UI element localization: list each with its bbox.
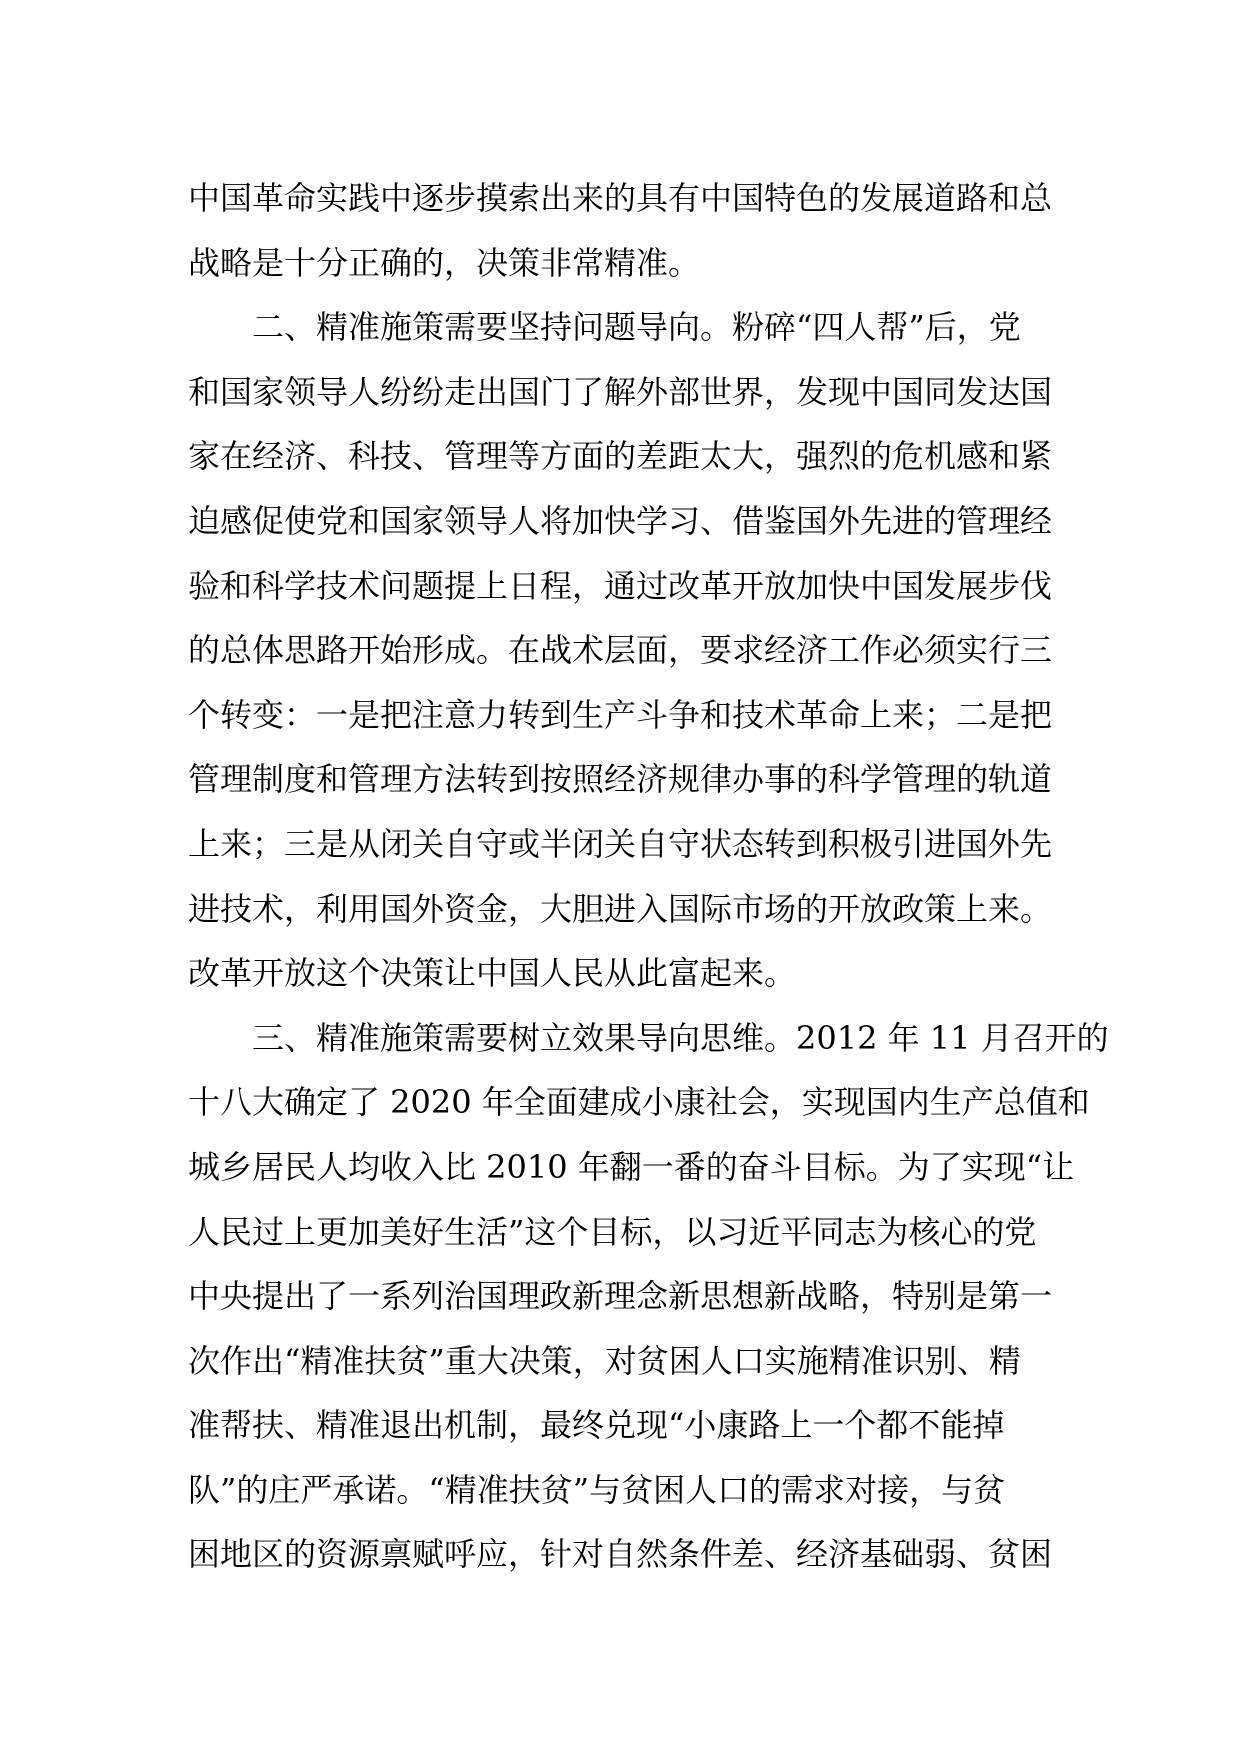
- text-line: 验和科学技术问题提上日程，通过改革开放加快中国发展步伐: [188, 566, 1053, 605]
- text-line: 准帮扶、精准退出机制，最终兑现“小康路上一个都不能掉: [188, 1406, 1005, 1445]
- text-line: 和国家领导人纷纷走出国门了解外部世界，发现中国同发达国: [188, 372, 1053, 411]
- text-line: 个转变：一是把注意力转到生产斗争和技术革命上来；二是把: [188, 695, 1053, 734]
- text-line: 中国革命实践中逐步摸索出来的具有中国特色的发展道路和总: [188, 179, 1053, 217]
- text-line: 改革开放这个决策让中国人民从此富起来。: [188, 954, 797, 993]
- text-line: 困地区的资源禀赋呼应，针对自然条件差、经济基础弱、贫困: [188, 1535, 1053, 1574]
- paragraph: [188, 295, 1052, 1006]
- document-page: [188, 166, 1109, 1587]
- text-line: 进技术，利用国外资金，大胆进入国际市场的开放政策上来。: [188, 889, 1053, 928]
- text-line: 家在经济、科技、管理等方面的差距太大，强烈的危机感和紧: [188, 437, 1053, 476]
- text-line: 城乡居民人均收入比 2010 年翻一番的奋斗目标。为了实现“让: [188, 1147, 1075, 1186]
- text-line: 迫感促使党和国家领导人将加快学习、借鉴国外先进的管理经: [188, 501, 1053, 540]
- text-line: 上来；三是从闭关自守或半闭关自守状态转到积极引进国外先: [188, 824, 1053, 863]
- text-line: 三、精准施策需要树立效果导向思维。2012 年 11 月召开的: [252, 1018, 1109, 1057]
- text-line: 十八大确定了 2020 年全面建成小康社会，实现国内生产总值和: [188, 1083, 1090, 1122]
- text-line: 的总体思路开始形成。在战术层面，要求经济工作必须实行三: [188, 631, 1053, 670]
- text-line: 战略是十分正确的，决策非常精准。: [188, 243, 701, 282]
- text-line: 次作出“精准扶贫”重大决策，对贫困人口实施精准识别、精: [188, 1341, 1021, 1380]
- text-line: 管理制度和管理方法转到按照经济规律办事的科学管理的轨道: [188, 760, 1053, 799]
- text-line: 人民过上更加美好生活”这个目标，以习近平同志为核心的党: [188, 1212, 1037, 1251]
- paragraph: [188, 1006, 1109, 1587]
- paragraph: [188, 166, 1052, 295]
- text-line: 二、精准施策需要坚持问题导向。粉碎“四人帮”后，党: [252, 308, 1021, 347]
- text-line: 队”的庄严承诺。“精准扶贫”与贫困人口的需求对接，与贫: [188, 1470, 1006, 1509]
- text-line: 中央提出了一系列治国理政新理念新思想新战略，特别是第一: [188, 1277, 1053, 1316]
